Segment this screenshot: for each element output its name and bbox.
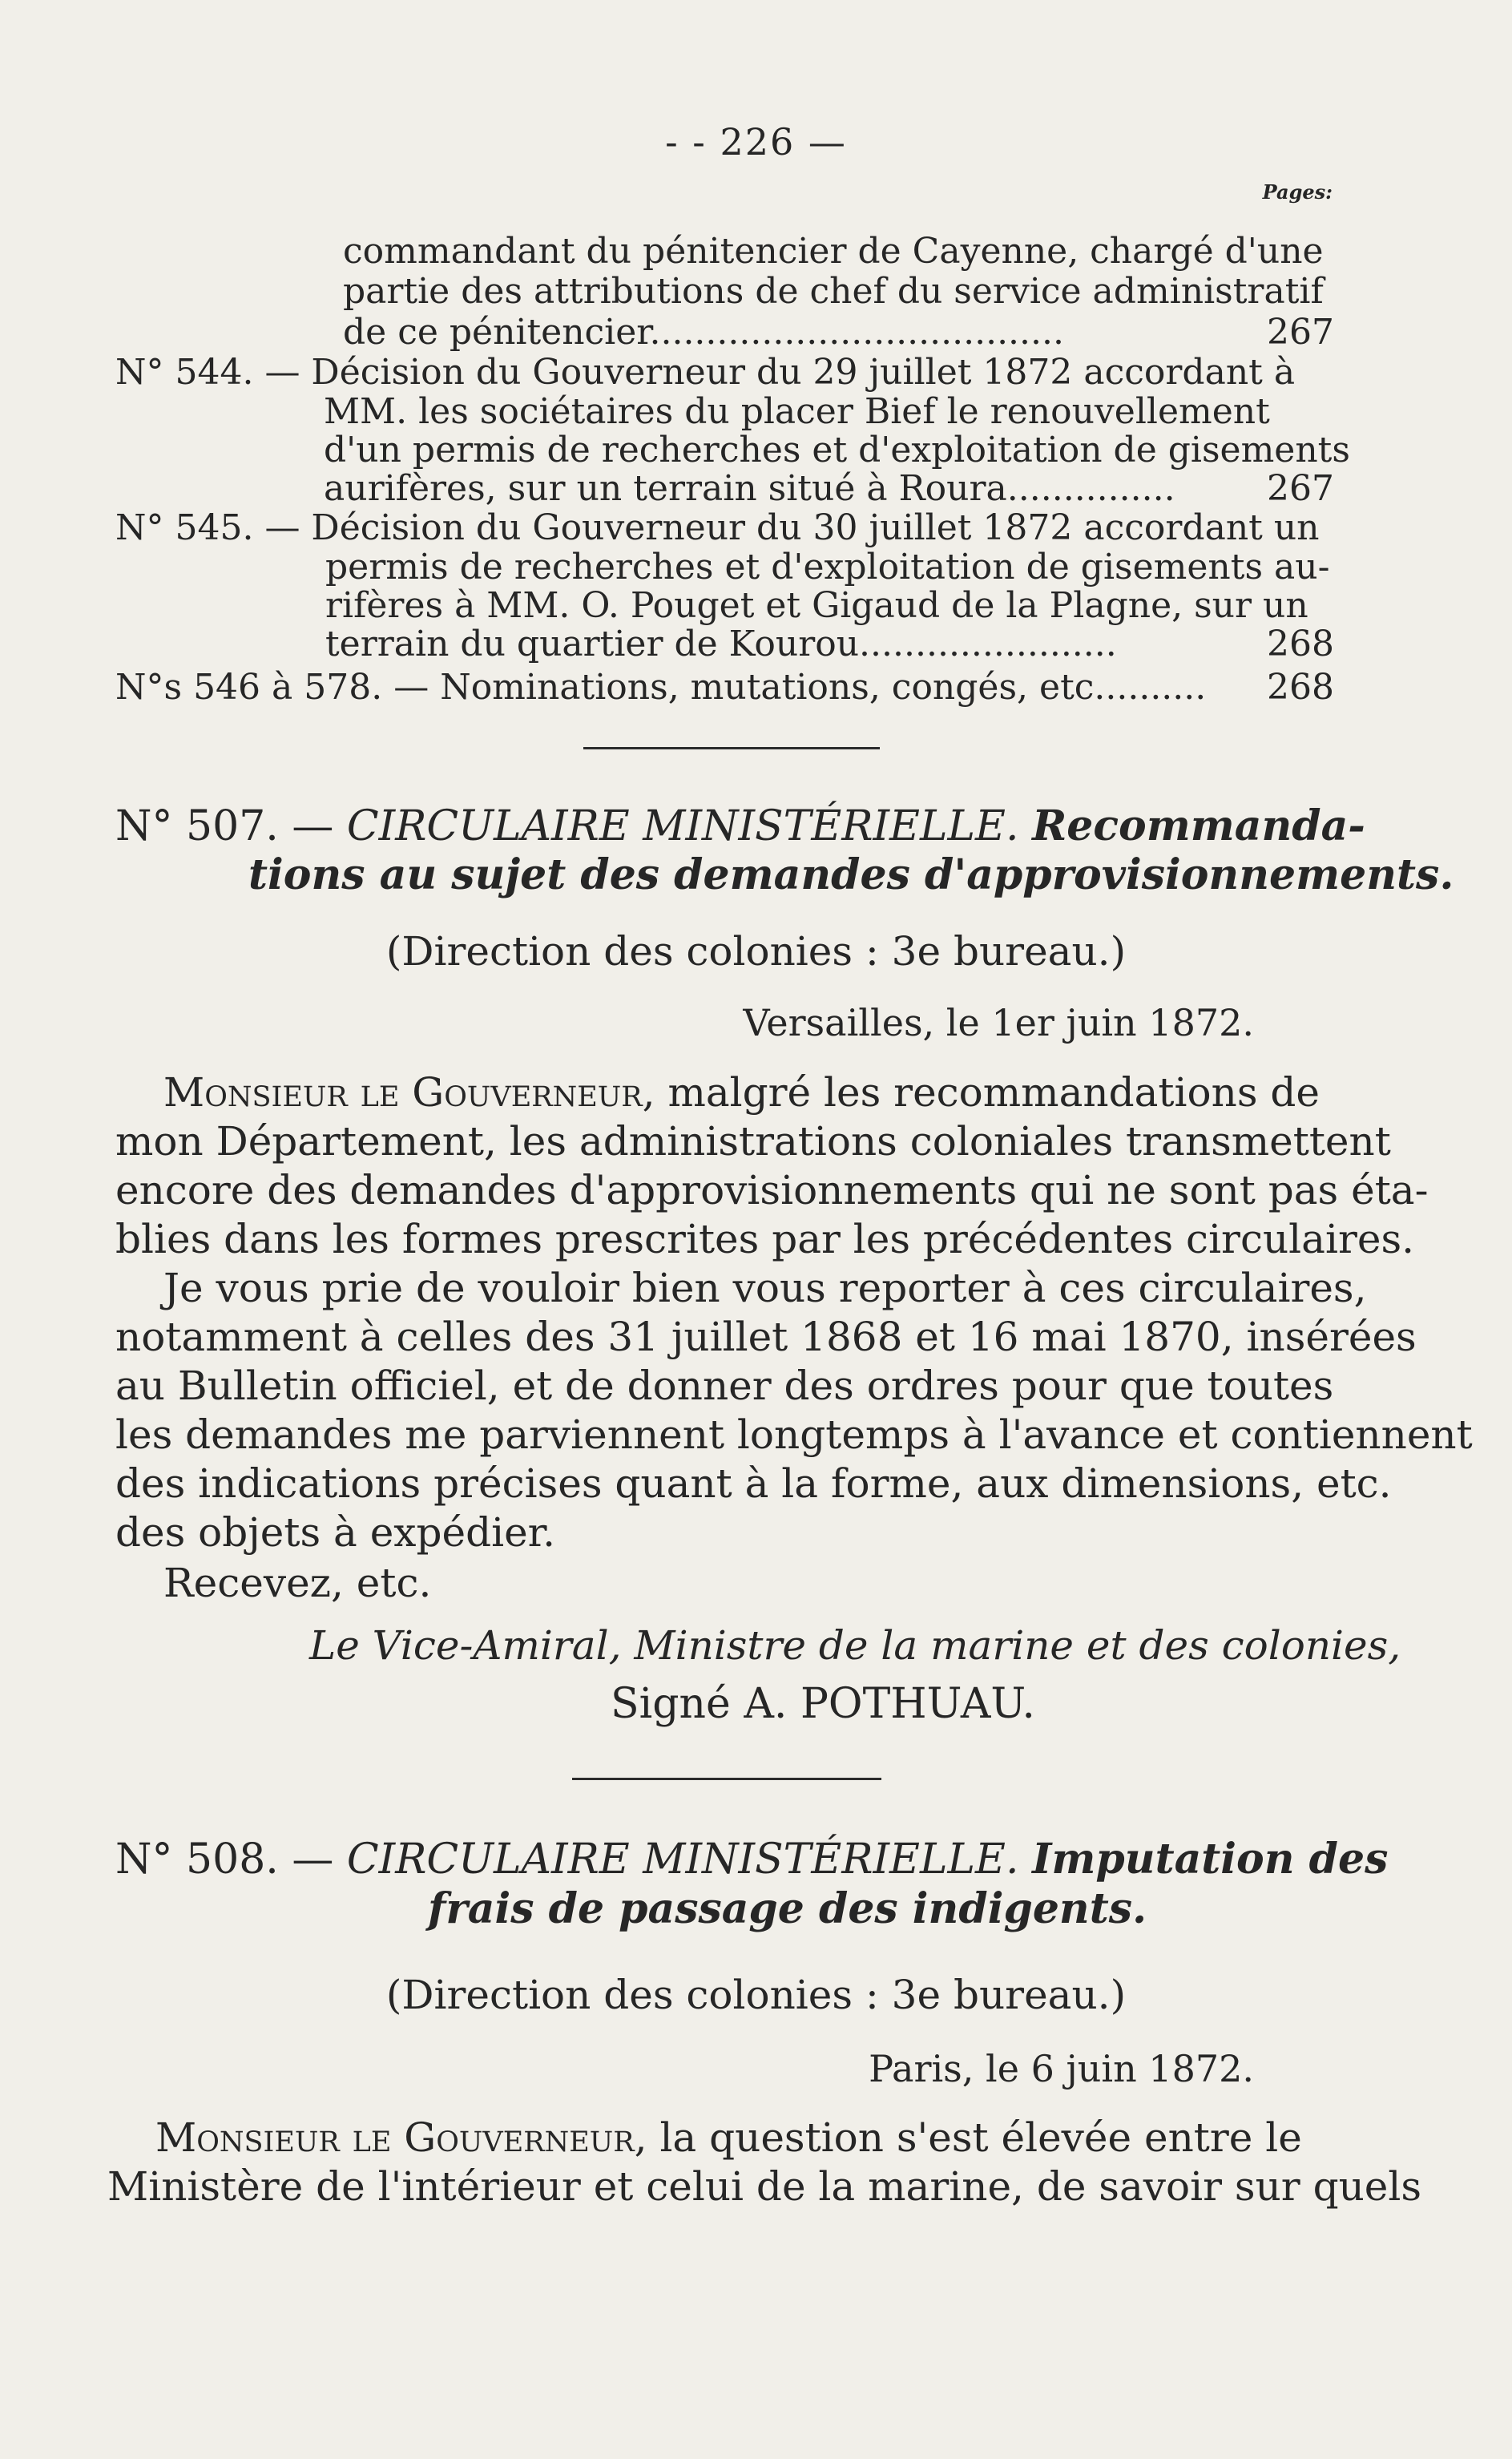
body-text: malgré les recommandations de <box>667 1069 1320 1116</box>
body-text: la question s'est élevée entre le <box>659 2114 1302 2161</box>
dateline: Paris, le 6 juin 1872. <box>869 2047 1254 2090</box>
body-line: Je vous prie de vouloir bien vous reporter à ces circulaires, <box>163 1265 1367 1311</box>
toc-line: commandant du pénitencier de Cayenne, chargé d'une <box>343 231 1324 272</box>
circular-subject-cont: tions au sujet des demandes d'approvisionnements. <box>248 850 1454 899</box>
toc-line: partie des attributions de chef du service administratif <box>343 271 1324 312</box>
dateline: Versailles, le 1er juin 1872. <box>743 1001 1254 1044</box>
closing: Recevez, etc. <box>163 1560 432 1606</box>
toc-line: permis de recherches et d'exploitation de gisements au- <box>325 547 1330 587</box>
toc-page-ref: 268 <box>1267 667 1334 708</box>
body-line <box>155 2114 1302 2161</box>
body-line: notamment à celles des 31 juillet 1868 et 16 mai 1870, insérées <box>115 1314 1417 1360</box>
toc-page-ref: 268 <box>1267 624 1334 664</box>
toc-line: d'un permis de recherches et d'exploitation de gisements <box>324 430 1350 470</box>
signature-title: Le Vice-Amiral, Ministre de la marine et des colonies, <box>309 1622 1401 1669</box>
body-line: encore des demandes d'approvisionnements qui ne sont pas éta- <box>115 1167 1429 1213</box>
circular-subject: Imputation des <box>1032 1835 1389 1884</box>
circular-number: N° 507. — <box>115 802 334 850</box>
toc-line: de ce pénitencier..................................... <box>343 312 1064 353</box>
body-line <box>163 1069 1320 1116</box>
body-line: blies dans les formes prescrites par les précédentes circulaires. <box>115 1216 1414 1262</box>
body-line: des indications précises quant à la forme, aux dimensions, etc. <box>115 1460 1392 1507</box>
body-line: des objets à expédier. <box>115 1509 555 1556</box>
body-line: les demandes me parviennent longtemps à l'avance et contiennent <box>115 1411 1473 1458</box>
toc-page-ref: 267 <box>1267 468 1334 509</box>
direction-line: (Direction des colonies : 3e bureau.) <box>385 928 1127 975</box>
pages-column-label: Pages: <box>1262 180 1333 204</box>
circular-subject-cont: frais de passage des indigents. <box>428 1884 1147 1933</box>
toc-page-ref: 267 <box>1267 312 1334 353</box>
direction-line: (Direction des colonies : 3e bureau.) <box>385 1972 1127 2018</box>
section-divider <box>583 747 880 749</box>
circular-title: CIRCULAIRE MINISTÉRIELLE. <box>346 1835 1019 1884</box>
toc-line: MM. les sociétaires du placer Bief le renouvellement <box>324 391 1270 432</box>
toc-line: N° 544. — Décision du Gouverneur du 29 juillet 1872 accordant à <box>115 352 1296 393</box>
circular-heading-cont <box>248 850 1454 899</box>
toc-line: rifères à MM. O. Pouget et Gigaud de la Plagne, sur un <box>325 585 1308 626</box>
toc-line: N° 545. — Décision du Gouverneur du 30 juillet 1872 accordant un <box>115 507 1320 548</box>
signed-by: Signé A. POTHUAU. <box>611 1680 1035 1728</box>
body-line: mon Département, les administrations coloniales transmettent <box>115 1118 1391 1165</box>
toc-line: terrain du quartier de Kourou....................... <box>325 624 1117 664</box>
circular-heading <box>115 1835 1389 1884</box>
toc-line: aurifères, sur un terrain situé à Roura............... <box>324 468 1175 509</box>
section-divider <box>572 1778 881 1780</box>
toc-line: N°s 546 à 578. — Nominations, mutations, congés, etc.......... <box>115 667 1207 708</box>
body-line: Ministère de l'intérieur et celui de la marine, de savoir sur quels <box>107 2163 1422 2210</box>
circular-heading-cont <box>428 1884 1147 1933</box>
circular-subject: Recommanda- <box>1032 801 1365 850</box>
circular-title: CIRCULAIRE MINISTÉRIELLE. <box>346 802 1019 850</box>
page-number: - - 226 — <box>665 120 847 164</box>
circular-heading <box>115 801 1365 850</box>
salutation: Monsieur le Gouverneur, <box>155 2114 647 2161</box>
salutation: Monsieur le Gouverneur, <box>163 1069 655 1116</box>
body-line: au Bulletin officiel, et de donner des ordres pour que toutes <box>115 1363 1334 1409</box>
circular-number: N° 508. — <box>115 1835 334 1884</box>
